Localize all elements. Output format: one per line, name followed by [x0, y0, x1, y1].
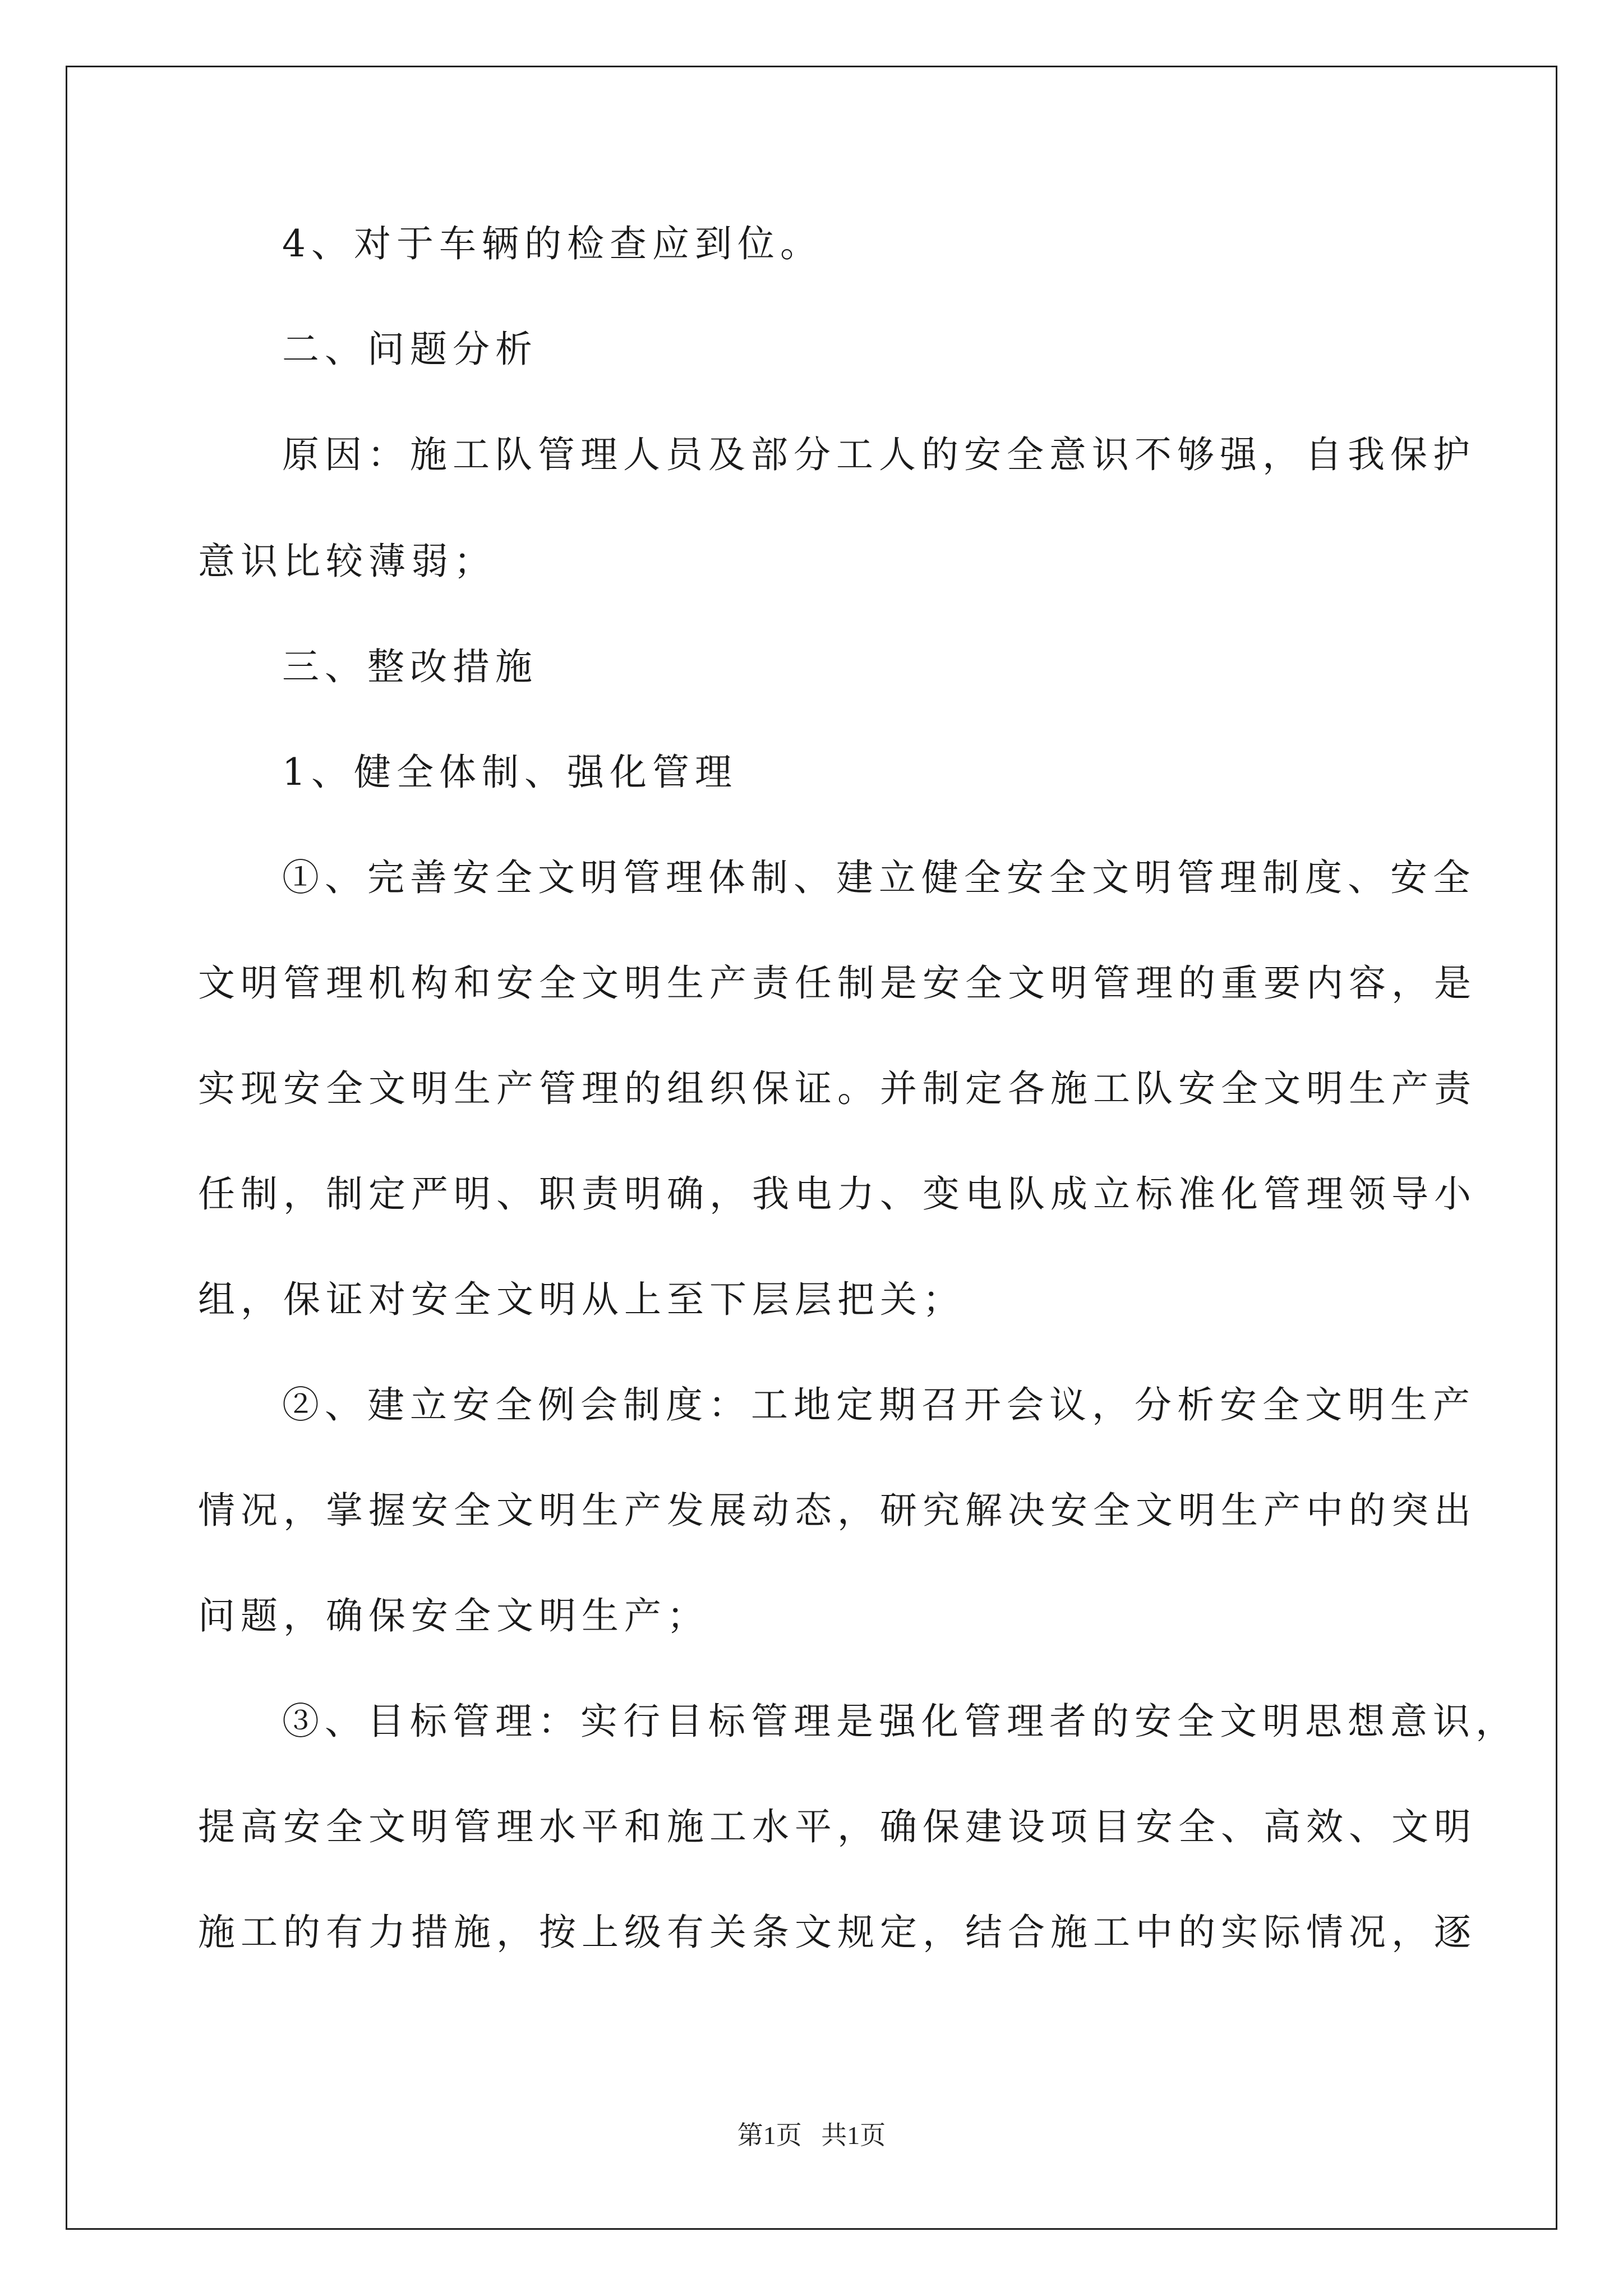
paragraph-line: 情况，掌握安全文明生产发展动态，研究解决安全文明生产中的突出 — [198, 1489, 1477, 1532]
paragraph-line: 意识比较薄弱； — [198, 540, 496, 583]
paragraph-line: 实现安全文明生产管理的组织保证。并制定各施工队安全文明生产责 — [198, 1067, 1477, 1110]
page-border — [66, 66, 1557, 2230]
paragraph-line: 组，保证对安全文明从上至下层层把关； — [198, 1278, 965, 1321]
paragraph-line: ②、建立安全例会制度：工地定期召开会议，分析安全文明生产 — [282, 1383, 1476, 1427]
paragraph-line: 4、对于车辆的检查应到位。 — [282, 222, 823, 265]
section-heading: 二、问题分析 — [282, 328, 538, 371]
paragraph-line: 问题，确保安全文明生产； — [198, 1594, 709, 1637]
page-number: 第1页 共1页 — [737, 2121, 886, 2150]
subsection-heading: 1、健全体制、强化管理 — [282, 751, 737, 794]
paragraph-line: ③、目标管理：实行目标管理是强化管理者的安全文明思想意识， — [282, 1700, 1518, 1743]
paragraph-line: ①、完善安全文明管理体制、建立健全安全文明管理制度、安全 — [282, 856, 1476, 899]
paragraph-line: 任制，制定严明、职责明确，我电力、变电队成立标准化管理领导小 — [198, 1172, 1477, 1216]
paragraph-line: 提高安全文明管理水平和施工水平，确保建设项目安全、高效、文明 — [198, 1805, 1477, 1848]
section-heading: 三、整改措施 — [282, 645, 538, 688]
paragraph-line: 文明管理机构和安全文明生产责任制是安全文明管理的重要内容，是 — [198, 961, 1477, 1005]
paragraph-line: 施工的有力措施，按上级有关条文规定，结合施工中的实际情况，逐 — [198, 1911, 1477, 1954]
paragraph-line: 原因：施工队管理人员及部分工人的安全意识不够强，自我保护 — [282, 433, 1476, 476]
